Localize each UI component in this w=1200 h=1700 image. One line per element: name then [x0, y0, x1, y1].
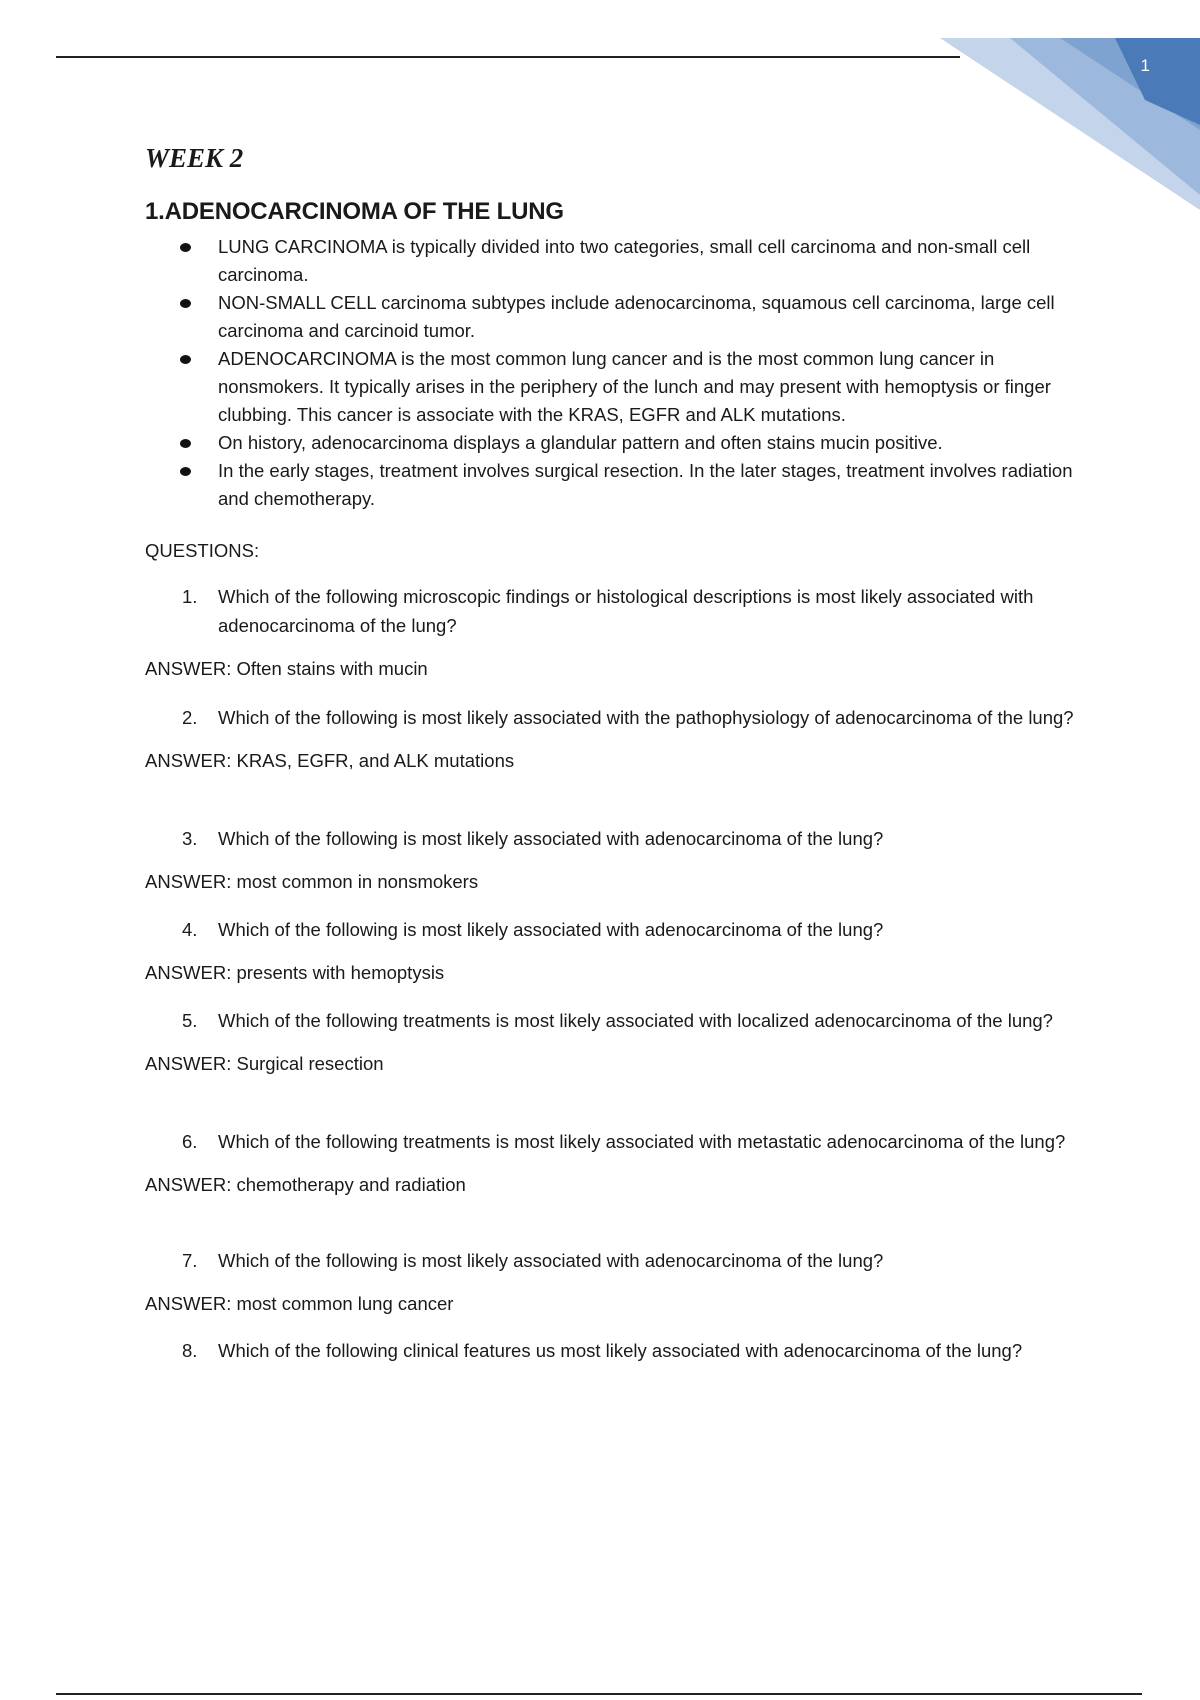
page-number: 1: [1140, 56, 1150, 75]
question-text: Which of the following is most likely associated with adenocarcinoma of the lung?: [218, 828, 884, 849]
answer: ANSWER: presents with hemoptysis: [145, 962, 445, 983]
bullet-dot-icon: [180, 439, 191, 448]
bullet-item: [180, 233, 1090, 289]
bullet-item: [180, 345, 1090, 429]
qa-item: [145, 915, 1095, 987]
bullet-dot-icon: [180, 467, 191, 476]
question-text: Which of the following is most likely associated with adenocarcinoma of the lung?: [218, 919, 884, 940]
header-rule: [56, 56, 960, 58]
bullet-text: ADENOCARCINOMA is the most common lung cancer and is the most common lung cancer in nonsmokers. It typically arises in the periphery of the lunch and may present with hemoptysis or finger clubbing. This cancer is associate with the KRAS, EGFR and ALK mutations.: [218, 348, 1051, 425]
qa-item: [145, 703, 1095, 775]
answer: ANSWER: most common in nonsmokers: [145, 871, 479, 892]
bullet-list: [180, 233, 1090, 513]
question-number: 3.: [182, 828, 198, 849]
question: [145, 703, 1078, 732]
bullet-dot-icon: [180, 299, 191, 308]
answer: ANSWER: most common lung cancer: [145, 1293, 454, 1314]
questions-heading: QUESTIONS:: [145, 540, 260, 561]
question-number: 2.: [182, 707, 198, 728]
week-heading: WEEK 2: [145, 143, 244, 173]
question-text: Which of the following is most likely associated with the pathophysiology of adenocarcinoma of the lung?: [218, 707, 1074, 728]
question-text: Which of the following microscopic findings or histological descriptions is most likely associated with adenocarcinoma of the lung?: [218, 586, 1034, 636]
bullet-item: [180, 289, 1090, 345]
question: [145, 824, 1078, 853]
question-text: Which of the following clinical features us most likely associated with adenocarcinoma of the lung?: [218, 1340, 1023, 1361]
bullet-text: LUNG CARCINOMA is typically divided into two categories, small cell carcinoma and non-small cell carcinoma.: [218, 236, 1031, 285]
answer: ANSWER: KRAS, EGFR, and ALK mutations: [145, 750, 515, 771]
answer: ANSWER: Often stains with mucin: [145, 658, 428, 679]
question: [145, 1127, 1078, 1156]
qa-item: [145, 582, 1095, 683]
corner-decoration: [940, 0, 1200, 210]
bullet-item: [180, 429, 1090, 457]
qa-item: [145, 1246, 1095, 1318]
qa-item: [145, 1336, 1095, 1365]
bullet-dot-icon: [180, 355, 191, 364]
qa-item: [145, 824, 1095, 896]
question-text: Which of the following treatments is most likely associated with localized adenocarcinoma of the lung?: [218, 1010, 1053, 1031]
question: [145, 1246, 1078, 1275]
answer: ANSWER: Surgical resection: [145, 1053, 384, 1074]
question-number: 4.: [182, 919, 198, 940]
question-number: 8.: [182, 1340, 198, 1361]
section-title: 1.ADENOCARCINOMA OF THE LUNG: [145, 198, 564, 225]
question-number: 7.: [182, 1250, 198, 1271]
question: [145, 582, 1078, 640]
qa-item: [145, 1127, 1095, 1199]
question-number: 5.: [182, 1010, 198, 1031]
question-text: Which of the following treatments is most likely associated with metastatic adenocarcinoma of the lung?: [218, 1131, 1066, 1152]
bullet-dot-icon: [180, 243, 191, 252]
qa-item: [145, 1006, 1095, 1078]
answer: ANSWER: chemotherapy and radiation: [145, 1174, 466, 1195]
question-number: 1.: [182, 586, 198, 607]
question-text: Which of the following is most likely associated with adenocarcinoma of the lung?: [218, 1250, 884, 1271]
question: [145, 1336, 1078, 1365]
question: [145, 915, 1078, 944]
question: [145, 1006, 1078, 1035]
bullet-text: In the early stages, treatment involves surgical resection. In the later stages, treatment involves radiation and chemotherapy.: [218, 460, 1073, 509]
bullet-text: NON-SMALL CELL carcinoma subtypes include adenocarcinoma, squamous cell carcinoma, large cell carcinoma and carcinoid tumor.: [218, 292, 1055, 341]
footer-rule: [56, 1693, 1142, 1695]
bullet-item: [180, 457, 1090, 513]
question-number: 6.: [182, 1131, 198, 1152]
bullet-text: On history, adenocarcinoma displays a glandular pattern and often stains mucin positive.: [218, 432, 943, 453]
